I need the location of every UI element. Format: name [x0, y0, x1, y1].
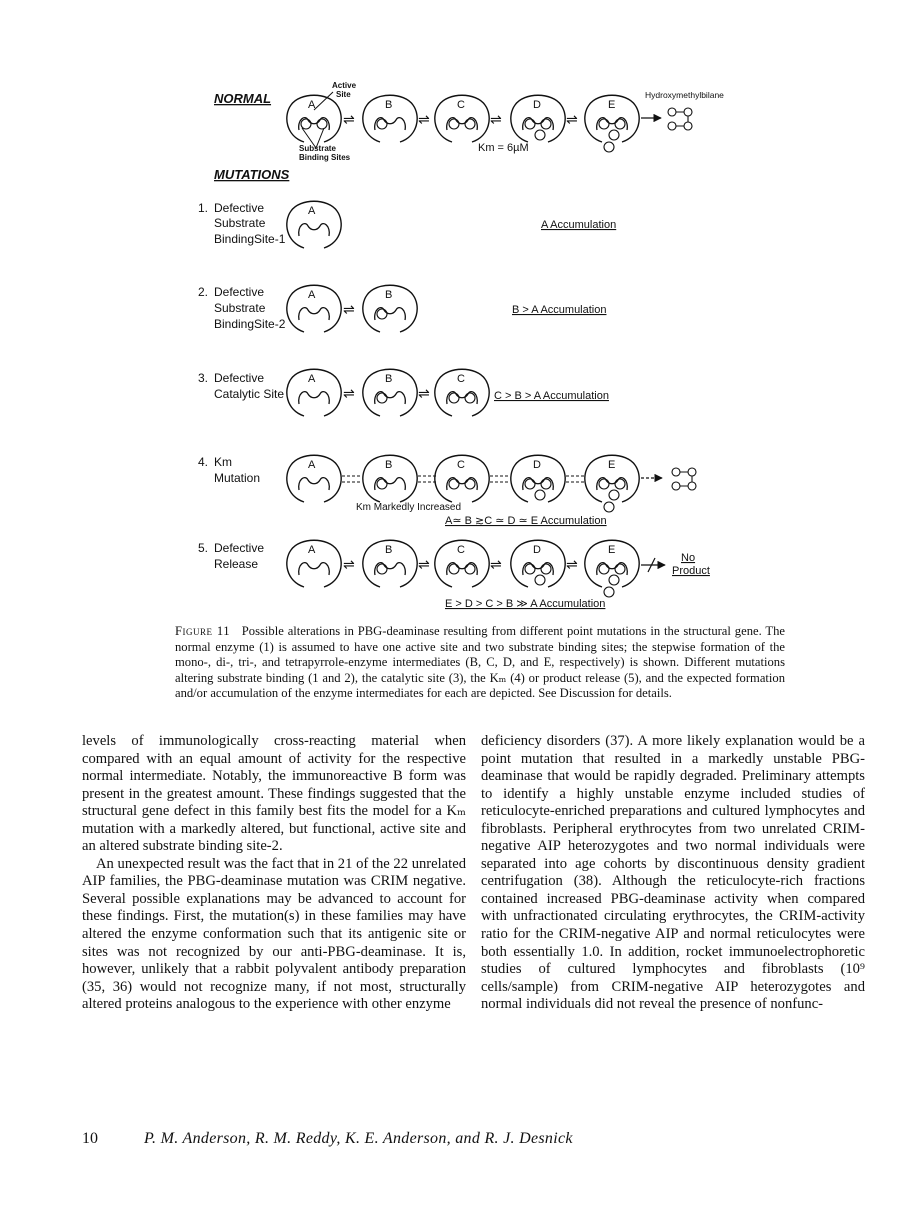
mutation-4-number: 4. [198, 455, 209, 469]
mutation-5-eq-1: ⇌ [343, 556, 355, 572]
mutation-4-eq-4 [566, 476, 586, 482]
caption-label: Figure 11 [175, 624, 231, 638]
mutation-4-eq-1 [342, 476, 362, 482]
mutation-4-eq-3 [490, 476, 510, 482]
substrate-label-2: Binding Sites [299, 153, 351, 162]
normal-km: Km = 6µM [478, 142, 529, 154]
mutation-1-name-2: Substrate [214, 216, 266, 230]
normal-eq-2: ⇌ [418, 111, 430, 127]
caption-text: Possible alterations in PBG-deaminase resulting from different point mutations in the structural gene. The normal enzyme (1) is assumed to have one active site and two substrate binding sites; the stepwise formation of the mono-, di-, tri-, and tetrapyrrole-enzyme intermediates (B, C, D, and E, respectively) is shown. Different mutations altering substrate binding (1 and 2), the catalytic site (3), the Kₘ (4) or product release (5), and the expected formation and/or accumulation of the enzyme intermediates for each are depicted. See Discussion for details. [175, 624, 785, 701]
mutation-2-letter-b: B [385, 289, 393, 301]
normal-product-icon [668, 108, 692, 130]
normal-label: NORMAL [214, 91, 272, 106]
mutation-2-letter-a: A [308, 289, 316, 301]
mutation-4-letter-c: C [457, 459, 465, 471]
mutation-3-eq-1: ⇌ [343, 385, 355, 401]
normal-letter-c: C [457, 99, 465, 111]
mutation-2-eq-1: ⇌ [343, 301, 355, 317]
page-number: 10 [82, 1130, 98, 1147]
substrate-label-1: Substrate [299, 144, 336, 153]
normal-letter-e: E [608, 99, 616, 111]
mutation-4-product-icon [672, 468, 696, 490]
mutation-1-name-3: BindingSite-1 [214, 232, 286, 246]
mutation-5-eq-4: ⇌ [566, 556, 578, 572]
mutation-5-letter-b: B [385, 544, 393, 556]
mutation-5-eq-3: ⇌ [490, 556, 502, 572]
mutation-2-name-2: Substrate [214, 301, 266, 315]
mutation-5-letter-a: A [308, 544, 316, 556]
mutation-5-no-product-2: Product [672, 565, 710, 577]
left-paragraph-2: An unexpected result was the fact that in 21 of the 22 unrelated AIP families, the PBG-deaminase mutation was CRIM negative. Several possible explanations may be advanced to account for these findings. First, the mutation(s) in these families may have altered the enzyme conformation such that its antigenic site or sites was not recognized by our anti-PBG-deaminase. It is, however, unlikely that a rabbit polyvalent antibody preparation (35, 36) would not recognize many, if not most, structurally altered proteins analogous to the experience with other enzyme [82, 855, 466, 1013]
mutation-4-letter-e: E [608, 459, 616, 471]
normal-letter-d: D [533, 99, 541, 111]
mutation-2-name-1: Defective [214, 285, 265, 299]
mutation-5-name-2: Release [214, 557, 259, 571]
mutation-5-no-product-1: No [681, 552, 696, 564]
mutation-5-letter-e: E [608, 544, 616, 556]
mutation-3-letter-b: B [385, 373, 393, 385]
mutation-2-number: 2. [198, 285, 209, 299]
mutation-1-result: A Accumulation [541, 219, 617, 231]
mutation-4-name-1: Km [214, 455, 232, 469]
mutation-5-result: E > D > C > B ≫ A Accumulation [445, 598, 606, 610]
active-site-label-1: Active [332, 81, 357, 90]
normal-letter-b: B [385, 99, 393, 111]
right-paragraph-1: deficiency disorders (37). A more likely explanation would be a point mutation that resulted in a markedly unstable PBG-deaminase that would be rapidly degraded. Preliminary attempts to identify a highly unstable enzyme included studies of reticulocyte-enriched preparations and cultured lymphocytes and fibroblasts. Peripheral erythrocytes from two unrelated CRIM-negative AIP heterozygotes and two normal individuals were separated into age cohorts by discontinuous density gradient centrifugation (38). Although the reticulocyte-rich fractions contained increased PBG-deaminase activity when compared with unfractionated circulating erythrocytes, the CRIM-activity ratio for the CRIM-negative AIP and normal reticulocytes were both essentially 1.0. In addition, rocket immunoelectrophoretic studies of cultured lymphocytes and fibroblasts (10⁹ cells/sample) from CRIM-negative AIP heterozygotes and normal individuals did not reveal the presence of nonfunc- [481, 733, 865, 1013]
mutation-3-letter-a: A [308, 373, 316, 385]
mutation-2-name-3: BindingSite-2 [214, 317, 286, 331]
left-paragraph-1: levels of immunologically cross-reacting material when compared with an equal amount of activity for the respective normal intermediate. Notably, the immunoreactive B form was present in the greatest amount. These findings suggested that the structural gene defect in this family best fits the model for a Kₘ mutation with a markedly altered, but functional, active site and an altered substrate binding site-2. [82, 733, 466, 855]
mutation-3-name-2: Catalytic Site [214, 387, 285, 401]
normal-letter-a: A [308, 99, 316, 111]
mutation-3-eq-2: ⇌ [418, 385, 430, 401]
mutation-5-eq-2: ⇌ [418, 556, 430, 572]
normal-eq-3: ⇌ [490, 111, 502, 127]
mutation-1-name-1: Defective [214, 201, 265, 215]
mutation-3-letter-c: C [457, 373, 465, 385]
mutation-4-letter-d: D [533, 459, 541, 471]
mutation-5-name-1: Defective [214, 541, 265, 555]
right-column [481, 733, 865, 1014]
mutation-4-letter-b: B [385, 459, 393, 471]
mutation-5-letter-d: D [533, 544, 541, 556]
mutation-1-number: 1. [198, 201, 209, 215]
page-footer [82, 1130, 842, 1148]
mutation-4-letter-a: A [308, 459, 316, 471]
normal-eq-1: ⇌ [343, 111, 355, 127]
mutation-5-letter-c: C [457, 544, 465, 556]
mutations-label: MUTATIONS [214, 167, 290, 182]
left-column [82, 733, 466, 1014]
running-authors: P. M. Anderson, R. M. Reddy, K. E. Anderson, and R. J. Desnick [144, 1130, 573, 1147]
normal-eq-4: ⇌ [566, 111, 578, 127]
mutation-3-number: 3. [198, 371, 209, 385]
mutation-3-name-1: Defective [214, 371, 265, 385]
active-site-label-2: Site [336, 90, 351, 99]
mutation-4-name-2: Mutation [214, 471, 261, 485]
mutation-3-result: C > B > A Accumulation [494, 390, 609, 402]
product-label: Hydroxymethylbilane [645, 90, 724, 100]
mutation-1-letter-a: A [308, 205, 316, 217]
mutation-4-note: Km Markedly Increased [356, 502, 462, 513]
mutation-4-result: A≃ B ≳C ≃ D ≃ E Accumulation [445, 515, 607, 527]
mutation-2-result: B > A Accumulation [512, 304, 607, 316]
mutation-5-number: 5. [198, 541, 209, 555]
figure-caption [175, 624, 785, 702]
